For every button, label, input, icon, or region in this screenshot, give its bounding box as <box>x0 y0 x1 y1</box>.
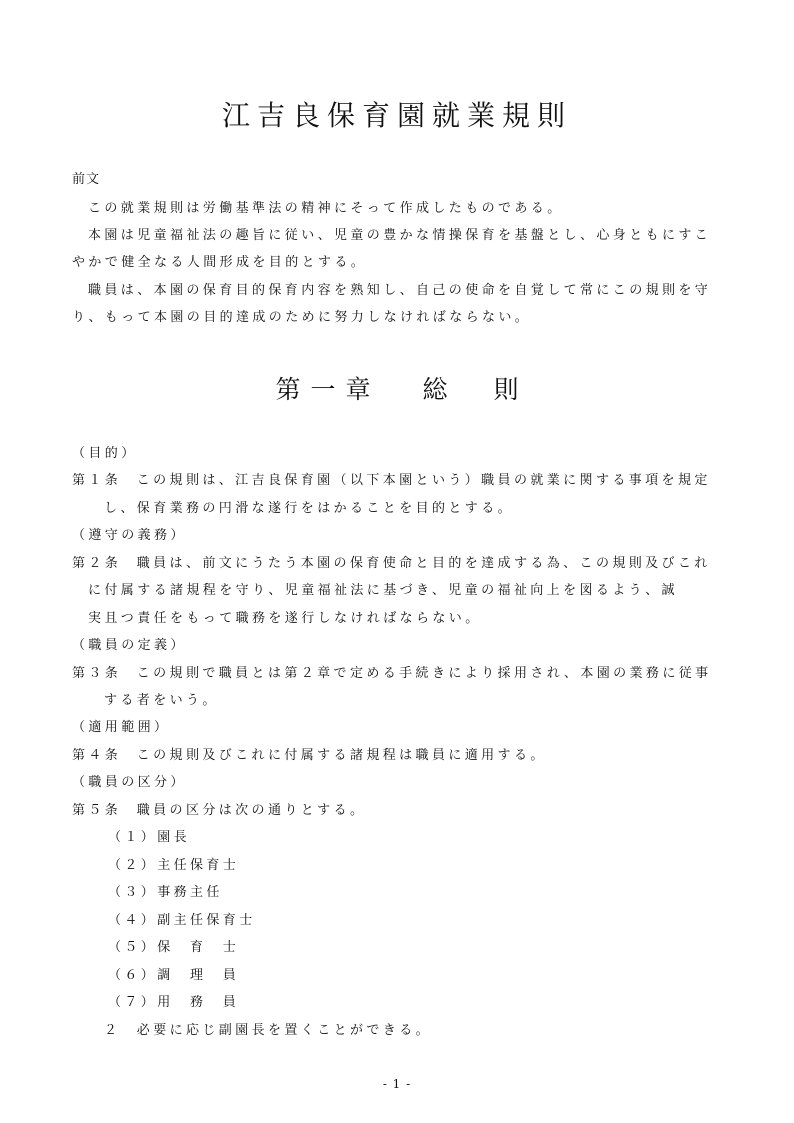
list-item: （５）保 育 士 <box>108 940 240 955</box>
chapter-heading <box>0 370 794 406</box>
chapter-label: 第一章 <box>275 375 381 404</box>
article-text: 実且つ責任をもって職務を遂行しなければならない。 <box>88 611 482 626</box>
article-text: この規則は、江吉良保育園（以下本園という）職員の就業に関する事項を規定 <box>136 473 711 488</box>
list-item: （２）主任保育士 <box>108 858 240 873</box>
article-number: 第４条 <box>72 748 122 763</box>
article-text: する者をいう。 <box>104 693 219 708</box>
chapter-name: 総則 <box>422 375 565 404</box>
article-text: この規則及びこれに付属する諸規程は職員に適用する。 <box>136 748 547 763</box>
preface-line: り、もって本園の目的達成のために努力しなければならない。 <box>72 310 532 325</box>
article-caption: （職員の定義） <box>72 638 187 653</box>
article-number: 第１条 <box>72 473 122 488</box>
preface-heading: 前文 <box>72 172 101 187</box>
article-text: この規則で職員とは第２章で定める手続きにより採用され、本園の業務に従事 <box>136 666 712 681</box>
list-item: （７）用 務 員 <box>108 995 240 1010</box>
list-item: （４）副主任保育士 <box>108 913 256 928</box>
article-caption: （適用範囲） <box>72 720 171 735</box>
article-3 <box>72 666 712 682</box>
article-4 <box>72 748 547 764</box>
list-item: （３）事務主任 <box>108 885 223 900</box>
preface-line: 職員は、本園の保育目的保育内容を熟知し、自己の使命を自覚して常にこの規則を守 <box>88 283 712 298</box>
article-caption: （目的） <box>72 446 138 461</box>
article-5 <box>72 803 366 819</box>
preface-line: やかで健全なる人間形成を目的とする。 <box>72 255 368 270</box>
preface-line: この就業規則は労働基準法の精神にそって作成したものである。 <box>88 201 564 216</box>
article-text: 職員の区分は次の通りとする。 <box>136 803 367 818</box>
document-title: 江吉良保育園就業規則 <box>221 99 572 132</box>
article-number: 第５条 <box>72 803 122 818</box>
list-item: （６）調 理 員 <box>108 968 240 983</box>
page-number: - 1 - <box>382 1077 412 1091</box>
preface-line: 本園は児童福祉法の趣旨に従い、児童の豊かな情操保育を基盤とし、心身ともにすこ <box>88 228 712 243</box>
list-item: （１）園長 <box>108 830 191 845</box>
article-number: 第２条 <box>72 556 122 571</box>
article-paragraph: ２ 必要に応じ副園長を置くことができる。 <box>104 1023 433 1038</box>
article-1 <box>72 473 711 489</box>
article-caption: （職員の区分） <box>72 775 187 790</box>
article-text: 職員は、前文にうたう本園の保育使命と目的を達成する為、この規則及びこれ <box>136 556 711 571</box>
article-2 <box>72 556 711 572</box>
article-number: 第３条 <box>72 666 122 681</box>
article-text: し、保育業務の円滑な遂行をはかることを目的とする。 <box>104 501 515 516</box>
article-text: に付属する諸規程を守り、児童福祉法に基づき、児童の福祉向上を図るよう、誠 <box>88 583 678 598</box>
article-caption: （遵守の義務） <box>72 528 187 543</box>
